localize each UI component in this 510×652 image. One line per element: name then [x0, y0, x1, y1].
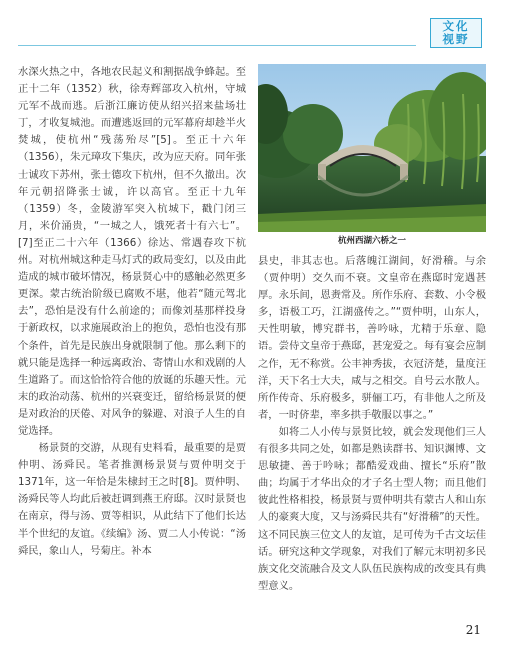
figure: [258, 64, 486, 250]
west-lake-bridge-photo: [258, 64, 486, 232]
section-label-line1: 文化: [442, 19, 470, 33]
left-paragraph-2: 杨景贤的交游，从现有史料看，最重要的是贾仲明、汤舜民。笔者推测杨景贤与贾仲明交于1371年，这一年恰是朱棣封王之时[8]。贾仲明、汤舜民等人均此后被赶调到燕王府邸。汉时景贤也在南京，得与汤、贾等相识，从此结下了他们长达半个世纪的友谊。《续编》汤、贾二人小传说：“汤舜民，象山人，号菊庄。补本: [18, 442, 246, 557]
left-paragraph-1: 水深火热之中，各地农民起义和割据战争蜂起。至正十二年（1352）秋，徐寿辉部攻入杭州，守城元军不战而逃。后浙江廉访使从绍兴招来盐场壮丁，才收复城池。而遭逃返回的元军幕府却趁半火焚城，使杭州“残荡殆尽”[5]。至正十六年（1356），朱元璋攻下集庆，改为应天府。同年张士诚攻下苏州，张士德攻下杭州，但不久撤出。次年元朝招降张士诚，许以高官。至正十九年（1359）冬，金陵游军突入杭城下，戳门闭三月，米价涌贵，“一城之人，饿死者十有六七”。[7]至正二十六年（1366）徐达、常遇春攻下杭州。对杭州城这种走马灯式的政局变幻，以及由此造成的城市破坏情况，杨景贤心中的感触必然更多更深。蒙古统治阶级已腐败不堪，他若“随元驾北去”，恐怕是没有什么前途的；而像刘基那样投身于新政权，以求施展政治上的抱负，恐怕也没有那个条件，首先是民族出身就限制了他。那么剩下的就只能是选择一种远离政治、寄情山水和戏剧的人生道路了。而这恰恰符合他的放诞的乐趣天性。元末的政治动荡、杭州的兴衰变迁，留给杨景贤的便是对政治的厌倦、对风争的躲避、对浪子人生的自觉选择。: [18, 66, 246, 437]
right-paragraph-2: 如将二人小传与景贤比较，就会发现他们三人有很多共同之处，如都是熟读群书、知识渊博、文思敏捷、善于吟咏；都酷爱戏曲、擅长“乐府”散曲；均属于才华出众的才子名士型人物；而且他们彼此性格相投，杨景贤与贾仲明共有蒙古人和山东人的豪爽大度，又与汤舜民共有“好滑稽”的天性。这不同民族三位文人的友谊，足可传为千古文坛佳话。研究这种文学现象，对我们了解元末明初多民族文化交流融合及文人队伍民族构成的改变具有典型意义。: [258, 425, 486, 592]
right-text-column: [258, 253, 486, 595]
page-number: 21: [465, 623, 481, 637]
figure-caption: 杭州西湖六桥之一: [337, 236, 406, 246]
right-paragraph-1: 县史，非其志也。后落魄江湖间，好滑稽。与余（贾仲明）交久而不衰。文皇帝在燕邸时宠遇甚厚。永乐间，恩赉常及。所作乐府、套数、小令极多，语极工巧，江湖盛传之。”“贾仲明，山东人，天性明敏，博究群书，善吟咏，尤精于乐章、隐语。尝侍文皇帝于燕邸，甚宠爱之。每有宴会应制之作，无不称赏。公丰神秀拔，衣冠济楚，量度汪洋，天下名士大夫，咸与之相交。自号云水散人。所作传奇、乐府极多，骈俪工巧，有非他人之所及者，一时侪辈，率多拱手敬服以事之。”: [258, 255, 486, 421]
section-label-line2: 视野: [442, 32, 470, 46]
left-text-column: [18, 64, 246, 560]
header-rule: [18, 45, 416, 46]
section-badge: [430, 18, 482, 48]
